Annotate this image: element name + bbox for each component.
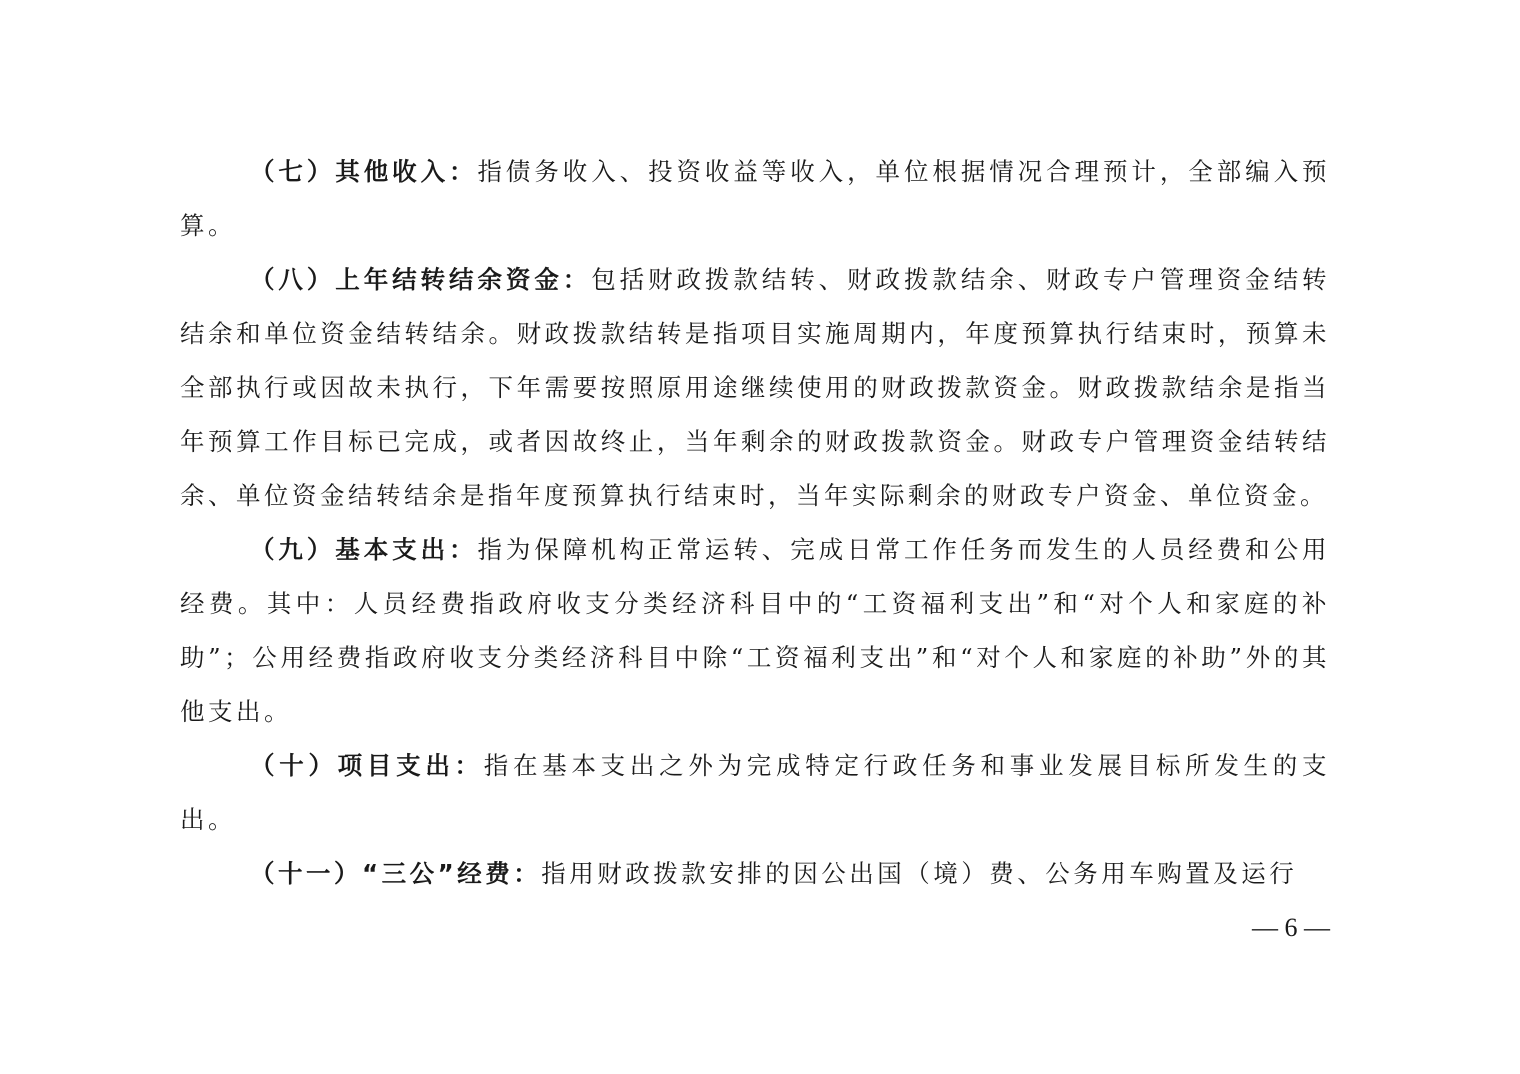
paragraph-basic-expenditure [180, 523, 1330, 739]
term-heading: （八）上年结转结余资金： [250, 265, 592, 294]
term-heading: （九）基本支出： [250, 535, 478, 564]
paragraph-project-expenditure [180, 739, 1330, 847]
paragraph-carryover-funds [180, 253, 1330, 523]
paragraph-text: 指债务收入、投资收益等收入，单位根据情况合理预计，全部编入预算。 [180, 157, 1331, 240]
term-heading: （十一）“三公”经费： [250, 859, 542, 888]
page-number: — 6 — [1252, 913, 1330, 942]
paragraph-text: 指为保障机构正常运转、完成日常工作任务而发生的人员经费和公用经费。其中：人员经费指政府收支分类经济科目中的“工资福利支出”和“对个人和家庭的补助”；公用经费指政府收支分类经济科目中除“工资福利支出”和“对个人和家庭的补助”外的其他支出。 [180, 535, 1331, 726]
paragraph-other-income [180, 145, 1330, 253]
term-heading: （七）其他收入： [250, 157, 478, 186]
body-text [180, 145, 1330, 901]
paragraph-text: 指在基本支出之外为完成特定行政任务和事业发展目标所发生的支出。 [180, 751, 1331, 834]
paragraph-text: 包括财政拨款结转、财政拨款结余、财政专户管理资金结转结余和单位资金结转结余。财政拨款结转是指项目实施周期内，年度预算执行结束时，预算未全部执行或因故未执行，下年需要按照原用途继续使用的财政拨款资金。财政拨款结余是指当年预算工作目标已完成，或者因故终止，当年剩余的财政拨款资金。财政专户管理资金结转结余、单位资金结转结余是指年度预算执行结束时，当年实际剩余的财政专户资金、单位资金。 [180, 265, 1331, 510]
term-heading: （十）项目支出： [250, 751, 484, 780]
paragraph-three-public-expenses [180, 847, 1330, 901]
paragraph-text: 指用财政拨款安排的因公出国（境）费、公务用车购置及运行 [541, 859, 1298, 888]
